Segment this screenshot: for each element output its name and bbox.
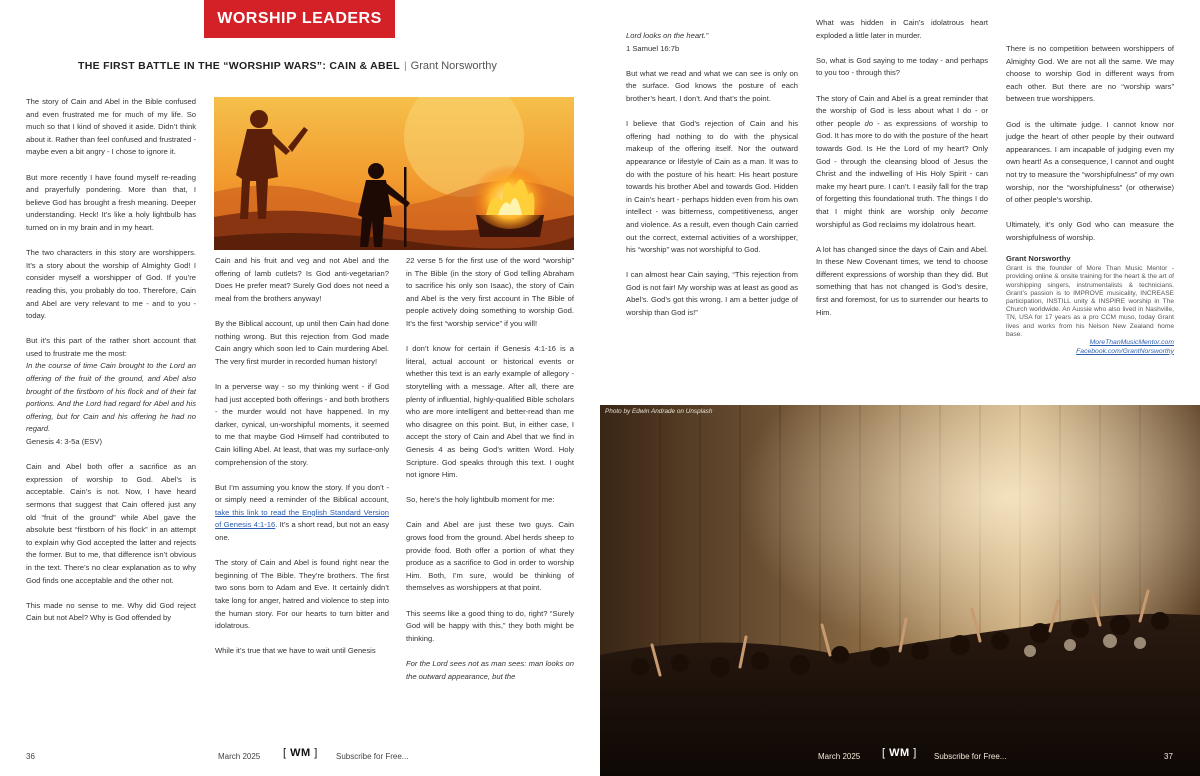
scripture-reference: 1 Samuel 16:7b [626, 43, 680, 53]
illustration-svg [214, 97, 574, 250]
right-column-3 [1006, 43, 1174, 356]
wm-logo[interactable]: [ WM ] [283, 747, 318, 759]
section-banner: WORSHIP LEADERS [204, 0, 395, 38]
genesis-esv-link[interactable]: take this link to read the English Standard Version of Genesis 4:1-16 [215, 507, 389, 530]
paragraph: This seems like a good thing to do, right? “Surely God will be happy with this,” they both might be thinking. [406, 608, 574, 643]
footer-date: March 2025 [218, 752, 261, 761]
paragraph: I don’t know for certain if Genesis 4:1-16 is a literal, actual account or historical events or whether this text is an early example of allegory - storytelling with a message. After all, there are plenty of influential, highly-qualified Bible scholars who are more intelligent and better-read than me who disagree on this point. But, in either case, I accept the story of Cain and Abel that we find in Genesis 4 as being God’s written Word. Holy Scripture. God speaks through this text. I ought not ignore Him. [406, 344, 574, 480]
paragraph: The two characters in this story are worshippers. It’s a story about the worship of Almighty God! I consider myself a worshipper of God. If you’re reading this, you probably do too. Therefore, Cain and Abel are very relevant to me - and to you - today. [26, 248, 196, 321]
left-column-2 [215, 255, 389, 671]
right-column-1 [626, 30, 798, 332]
paragraph: But more recently I have found myself re-reading and prayerfully pondering. More than that, I believe God has brought a fresh meaning. Deeper understanding. Heck! It’s like a holy lightbulb has turned on in my brain and in my heart. [26, 172, 196, 232]
page-number-right: 37 [1164, 752, 1173, 761]
wm-logo-right[interactable]: [ WM ] [882, 747, 917, 759]
paragraph: Cain and his fruit and veg and not Abel and the offering of lamb cutlets? Is God anti-vegetarian? Does He prefer meat? Surely God does not need a meal from the brothers anyway! [215, 256, 389, 303]
scripture-quote: Lord looks on the heart.” [626, 31, 709, 40]
paragraph: I believe that God’s rejection of Cain and his offering had nothing to do with the physical makeup of the offering itself. Nor the outward appearance or lifestyle of Cain as a man. It was to do with the posture of his heart: His heart posture towards his brother Abel and towards God. Hidden in Cain’s heart - perhaps hidden even from his own intellect - was bitterness, competitiveness, anger and violence. As a result, even though Cain carried out the correct, external activities of a worshipper, his “worship” was not worshipful to God. [626, 119, 798, 255]
paragraph: There is no competition between worshippers of Almighty God. We are not all the same. We may choose to worship God in different ways from each other. But there are no “worship wars” between true worshippers. [1006, 44, 1174, 104]
emphasis: do [864, 118, 873, 128]
paragraph: Cain and Abel are just these two guys. Cain grows food from the ground. Abel herds sheep to provide food. Both offer a portion of what they produce as a sacrifice to God in order to worship Him. Both, I’m sure, would be thinking of themselves as worshippers at that point. [406, 520, 574, 593]
emphasis: become [960, 206, 988, 216]
photo-svg [600, 405, 1200, 776]
paragraph: The story of Cain and Abel is a great reminder that the worship of God is less about what I do - or other people do - as expressions of worship to God. It has more to do with the posture of the heart towards God. Is He the Lord of my heart? Only God - through the cleansing blood of Jesus the Christ and the indwelling of His Holy Spirit - can make my heart pure. I can’t. I easily fall for the trap of forgetting this foundational truth. The things I do that I might think are worship only become worshipful as God reclaims my idolatrous heart. [816, 93, 988, 229]
paragraph: A lot has changed since the days of Cain and Abel. In these New Covenant times, we tend to choose different expressions of worship than they did. But something that has not changed is God’s desire, first and foremost, for us to surrender our hearts to Him. [816, 244, 988, 317]
bio-name: Grant Norsworthy [1006, 253, 1071, 263]
paragraph: Cain and Abel both offer a sacrifice as an expression of worship to God. Abel’s is acceptable. Cain’s is not. Now, I have heard sermons that suggest that Cain offered just any old “fruit of the ground” while Abel gave the absolute best “firstborn of his flock” in an attempt to explain why God accepted the latter and rejects the former. But to me, that difference isn’t obvious in the text. There’s no clear explanation as to why God finds one acceptable and the other not. [26, 462, 196, 585]
paragraph: This made no sense to me. Why did God reject Cain but not Abel? Why is God offended by [26, 600, 196, 623]
left-column-3 [406, 255, 574, 696]
paragraph: In a perverse way - so my thinking went - if God had just accepted both offerings - and both brothers - the murder would not have happened. In my darker, cynical, un-worshipful moments, it seemed to me that maybe God Himself had contributed to Cain killing Abel. At least, that was my surface-only comprehension of the story. [215, 381, 389, 467]
cain-abel-illustration [214, 97, 574, 250]
right-column-2 [816, 17, 988, 332]
paragraph: God is the ultimate judge. I cannot know nor judge the heart of other people by their outward appearances. I am incapable of judging even my own heart! As a consequence, I cannot and ought not try to measure the “worshipfulness” of my own worship, nor the “worshipfulness” (or otherwise) of other people’s worship. [1006, 119, 1174, 205]
author-bio [1006, 253, 1174, 357]
link-intro-text: But I’m assuming you know the story. If you don’t - or simply need a reminder of the Biblical account, [215, 482, 389, 505]
facebook-link[interactable]: Facebook.com/GrantNorsworthy [1076, 347, 1174, 355]
paragraph: By the Biblical account, up until then Cain had done nothing wrong. But this rejection from God made Cain angry which soon led to Cain murdering Abel. The very first murder in recorded human history! [215, 318, 389, 366]
article-title: THE FIRST BATTLE IN THE “WORSHIP WARS”: CAIN & ABEL [78, 60, 400, 72]
paragraph: But it’s this part of the rather short account that used to frustrate me the most: [26, 336, 196, 358]
paragraph: 22 verse 5 for the first use of the word “worship” in The Bible (in the story of God telling Abraham to sacrifice his only son Isaac), the story of Cain and Abel is the very first account in The Bible of people actively doing something to worship God. It’s the first “worship service” if you will! [406, 256, 574, 328]
bio-text: Grant is the founder of More Than Music Mentor - providing online & onsite training for the heart & the art of worshipping singers, instrumentalists & technicians. Grant’s passion is to IMPROVE musicality, INCREASE participation, INSTILL unity & INSPIRE worship in The Church worldwide. An Aussie who also lived in Nashville, TN, USA for 17 years as a pro CCM muso, today Grant lives and works from his Nelson New Zealand home base. [1006, 265, 1174, 338]
scripture-quote: In the course of time Cain brought to the Lord an offering of the fruit of the ground, and Abel also brought of the firstborn of his flock and of their fat portions. And the Lord had regard for Abel and his offering, but for Cain and his offering he had no regard. [26, 361, 196, 434]
paragraph: Ultimately, it’s only God who can measure the worshipfulness of worship. [1006, 220, 1174, 242]
article-headline [78, 60, 558, 72]
scripture-quote: For the Lord sees not as man sees: man looks on the outward appearance, but the [406, 659, 574, 681]
paragraph [215, 482, 389, 545]
page-number-left: 36 [26, 752, 35, 761]
title-separator: | [403, 60, 407, 72]
paragraph: While it’s true that we have to wait until Genesis [215, 646, 376, 656]
subscribe-link-right[interactable]: Subscribe for Free... [934, 752, 1007, 761]
link-outro-text: . It’s a short read, but not an easy one. [215, 520, 389, 543]
paragraph: So, here’s the holy lightbulb moment for me: [406, 495, 555, 505]
paragraph: I can almost hear Cain saying, “This rejection from God is not fair! My worship was at least as good as Abel’s. God’s got this wrong. I am a better judge of worship than God is!” [626, 270, 798, 318]
scripture-reference: Genesis 4: 3-5a (ESV) [26, 437, 102, 447]
website-link[interactable]: MoreThanMusicMentor.com [1089, 338, 1174, 346]
paragraph: But what we read and what we can see is only on the surface. God knows the posture of each brother’s heart. I don’t. And that’s the point. [626, 68, 798, 103]
paragraph: So, what is God saying to me today - and perhaps to you too - through this? [816, 55, 988, 78]
photo-credit: Photo by Edwin Andrade on Unsplash [605, 408, 713, 415]
paragraph: The story of Cain and Abel is found right near the beginning of The Bible. They’re brothers. The first two sons born to Adam and Eve. It certainly didn’t take long for anger, hatred and violence to step into the human story. For our hearts to turn bitter and idolatrous. [215, 558, 389, 631]
footer-date-right: March 2025 [818, 752, 861, 761]
subscribe-link[interactable]: Subscribe for Free... [336, 752, 409, 761]
paragraph: What was hidden in Cain’s idolatrous heart exploded a little later in murder. [816, 18, 988, 40]
paragraph: The story of Cain and Abel in the Bible confused and even frustrated me for much of my life. So much so that I kind of shoved it aside. Didn’t think about it. Rather than feel confused and frustrated - maybe even a bit angry - I chose to ignore it. [26, 97, 196, 157]
left-column-1 [26, 96, 196, 638]
worship-crowd-photo [600, 405, 1200, 776]
article-author: Grant Norsworthy [410, 60, 497, 72]
